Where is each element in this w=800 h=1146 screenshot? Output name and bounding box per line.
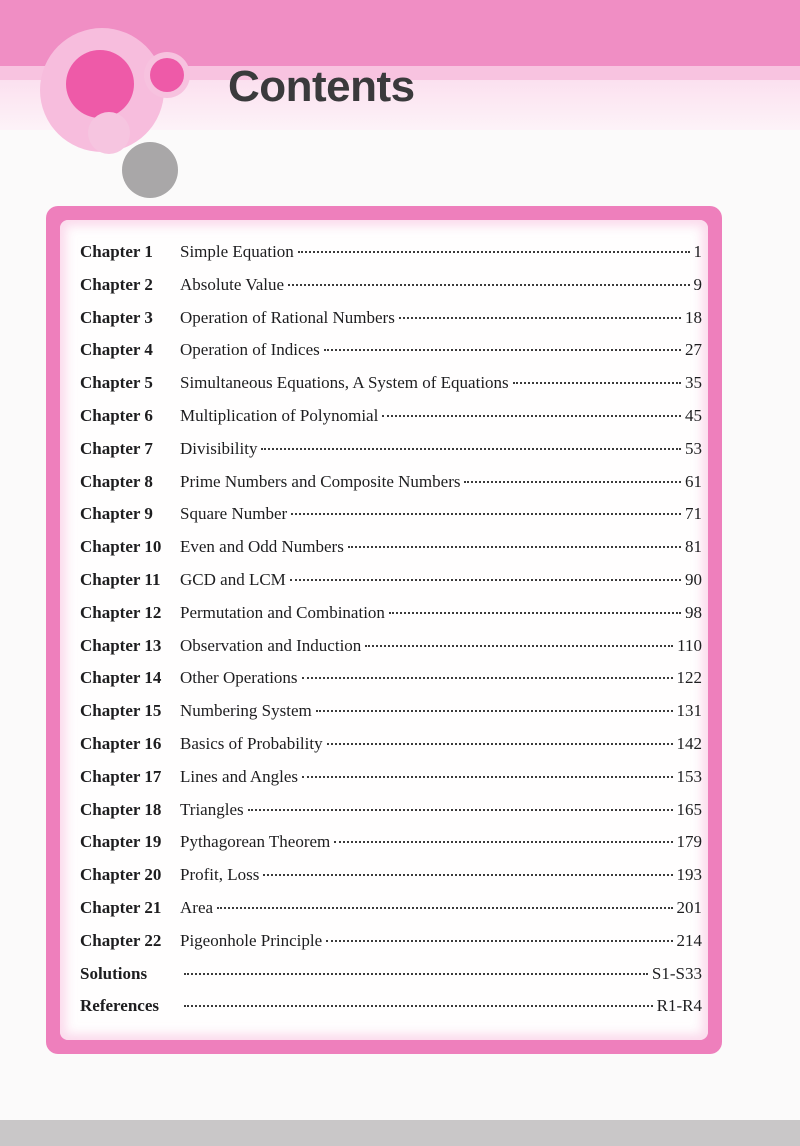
toc-title: Area <box>180 897 214 917</box>
toc-page-number: 153 <box>676 766 702 786</box>
toc-entry[interactable] <box>80 472 702 505</box>
toc-page-number: 214 <box>676 930 702 950</box>
toc-page-number: 131 <box>676 701 702 721</box>
toc-title: Multiplication of Polynomial <box>180 405 379 425</box>
toc-chapter-label: Chapter 9 <box>80 504 153 524</box>
toc-entry[interactable] <box>80 537 702 570</box>
toc-leader-dots <box>298 251 690 253</box>
toc-entry[interactable] <box>80 406 702 439</box>
decor-circle-grey <box>122 142 178 198</box>
toc-chapter-label: Chapter 7 <box>80 438 153 458</box>
toc-page-number: 61 <box>685 471 702 491</box>
toc-entry[interactable] <box>80 570 702 603</box>
toc-title: Operation of Indices <box>180 340 320 360</box>
toc-leader-dots <box>316 710 673 712</box>
toc-entry[interactable] <box>80 865 702 898</box>
toc-title: Profit, Loss <box>180 865 260 885</box>
toc-chapter-label: Chapter 1 <box>80 242 153 261</box>
toc-title: Prime Numbers and Composite Numbers <box>180 471 461 491</box>
toc-chapter-label: References <box>80 996 159 1016</box>
toc-leader-dots <box>334 841 672 843</box>
toc-page-number: 18 <box>685 307 702 327</box>
toc-chapter-label: Chapter 13 <box>80 635 162 655</box>
toc-entry[interactable] <box>80 275 702 308</box>
toc-entry[interactable] <box>80 931 702 964</box>
toc-page-number: 110 <box>677 635 702 655</box>
toc-leader-dots <box>184 973 648 975</box>
toc-page-number: 71 <box>685 504 702 524</box>
toc-title: Square Number <box>180 504 288 524</box>
toc-leader-dots <box>288 284 689 286</box>
toc-leader-dots <box>513 382 681 384</box>
toc-title: Numbering System <box>180 701 312 721</box>
toc-chapter-label: Chapter 21 <box>80 897 162 917</box>
toc-page-number: 27 <box>685 340 702 360</box>
toc-entry[interactable] <box>80 767 702 800</box>
toc-entry[interactable] <box>80 504 702 537</box>
toc-entry[interactable] <box>80 701 702 734</box>
toc-chapter-label: Chapter 16 <box>80 733 162 753</box>
toc-leader-dots <box>365 645 673 647</box>
toc-leader-dots <box>302 776 672 778</box>
toc-leader-dots <box>263 874 672 876</box>
toc-page-number: 9 <box>693 274 702 294</box>
toc-entry[interactable] <box>80 668 702 701</box>
toc-chapter-label: Chapter 12 <box>80 602 162 622</box>
toc-page-number: R1-R4 <box>656 996 702 1016</box>
toc-title: Lines and Angles <box>180 766 299 786</box>
toc-entry[interactable] <box>80 800 702 833</box>
toc-page-number: 1 <box>693 242 702 261</box>
decor-circle-main <box>66 50 134 118</box>
toc-page-number: 179 <box>676 832 702 852</box>
toc-chapter-label: Chapter 5 <box>80 373 153 393</box>
toc-entry[interactable] <box>80 636 702 669</box>
toc-chapter-label: Solutions <box>80 963 148 983</box>
toc-entry[interactable] <box>80 603 702 636</box>
toc-chapter-label: Chapter 18 <box>80 799 162 819</box>
toc-title: GCD and LCM <box>180 569 286 589</box>
toc-title: Pythagorean Theorem <box>180 832 331 852</box>
toc-title: Divisibility <box>180 438 258 458</box>
toc-chapter-label: Chapter 2 <box>80 274 153 294</box>
toc-page-number: 98 <box>685 602 702 622</box>
toc-entry[interactable] <box>80 340 702 373</box>
toc-chapter-label: Chapter 22 <box>80 930 162 950</box>
decor-circle-light <box>88 112 130 154</box>
toc-page-number: 53 <box>685 438 702 458</box>
toc-chapter-label: Chapter 3 <box>80 307 153 327</box>
toc-page-number: 90 <box>685 569 702 589</box>
toc-entry[interactable] <box>80 308 702 341</box>
toc-title: Even and Odd Numbers <box>180 537 344 557</box>
toc-entry[interactable] <box>80 734 702 767</box>
toc-entry[interactable] <box>80 439 702 472</box>
toc-title: Simultaneous Equations, A System of Equations <box>180 373 509 393</box>
toc-page-number: 122 <box>676 668 702 688</box>
toc-entry[interactable] <box>80 832 702 865</box>
toc-leader-dots <box>302 677 673 679</box>
toc-chapter-label: Chapter 11 <box>80 569 161 589</box>
contents-panel <box>60 220 708 1040</box>
toc-title: Absolute Value <box>180 274 285 294</box>
toc-page-number: 45 <box>685 405 702 425</box>
toc-page-number: 81 <box>685 537 702 557</box>
toc-chapter-label: Chapter 14 <box>80 668 162 688</box>
toc-title: Observation and Induction <box>180 635 362 655</box>
toc-leader-dots <box>324 349 681 351</box>
toc-title: Basics of Probability <box>180 733 323 753</box>
toc-entry[interactable] <box>80 373 702 406</box>
toc-leader-dots <box>184 1005 653 1007</box>
toc-leader-dots <box>399 317 681 319</box>
toc-page-number: 201 <box>676 897 702 917</box>
contents-frame <box>46 206 722 1054</box>
toc-entry[interactable] <box>80 964 702 997</box>
toc-page-number: 142 <box>676 733 702 753</box>
toc-leader-dots <box>389 612 681 614</box>
toc-title: Operation of Rational Numbers <box>180 307 395 327</box>
toc-entry[interactable] <box>80 898 702 931</box>
toc-chapter-label: Chapter 8 <box>80 471 153 491</box>
toc-chapter-label: Chapter 10 <box>80 537 162 557</box>
toc-leader-dots <box>291 513 681 515</box>
toc-leader-dots <box>290 579 681 581</box>
toc-chapter-label: Chapter 19 <box>80 832 162 852</box>
toc-leader-dots <box>348 546 681 548</box>
toc-title: Pigeonhole Principle <box>180 930 323 950</box>
table-of-contents <box>80 242 702 1029</box>
toc-page-number: S1-S33 <box>651 963 702 983</box>
toc-entry[interactable] <box>80 996 702 1029</box>
toc-chapter-label: Chapter 6 <box>80 405 153 425</box>
toc-leader-dots <box>217 907 672 909</box>
decor-circle-small <box>150 58 184 92</box>
page-title: Contents <box>228 62 415 111</box>
toc-chapter-label: Chapter 15 <box>80 701 162 721</box>
toc-leader-dots <box>382 415 681 417</box>
toc-leader-dots <box>248 809 673 811</box>
toc-chapter-label: Chapter 4 <box>80 340 153 360</box>
toc-leader-dots <box>464 481 681 483</box>
toc-leader-dots <box>326 940 672 942</box>
bottom-band <box>0 1120 800 1146</box>
toc-page-number: 35 <box>685 373 702 393</box>
toc-leader-dots <box>327 743 673 745</box>
toc-title: Triangles <box>180 799 244 819</box>
toc-page-number: 193 <box>676 865 702 885</box>
toc-page-number: 165 <box>676 799 702 819</box>
toc-title: Other Operations <box>180 668 298 688</box>
toc-chapter-label: Chapter 17 <box>80 766 162 786</box>
toc-leader-dots <box>261 448 681 450</box>
toc-title: Simple Equation <box>180 242 294 261</box>
toc-chapter-label: Chapter 20 <box>80 865 162 885</box>
toc-title: Permutation and Combination <box>180 602 385 622</box>
toc-entry[interactable] <box>80 242 702 275</box>
